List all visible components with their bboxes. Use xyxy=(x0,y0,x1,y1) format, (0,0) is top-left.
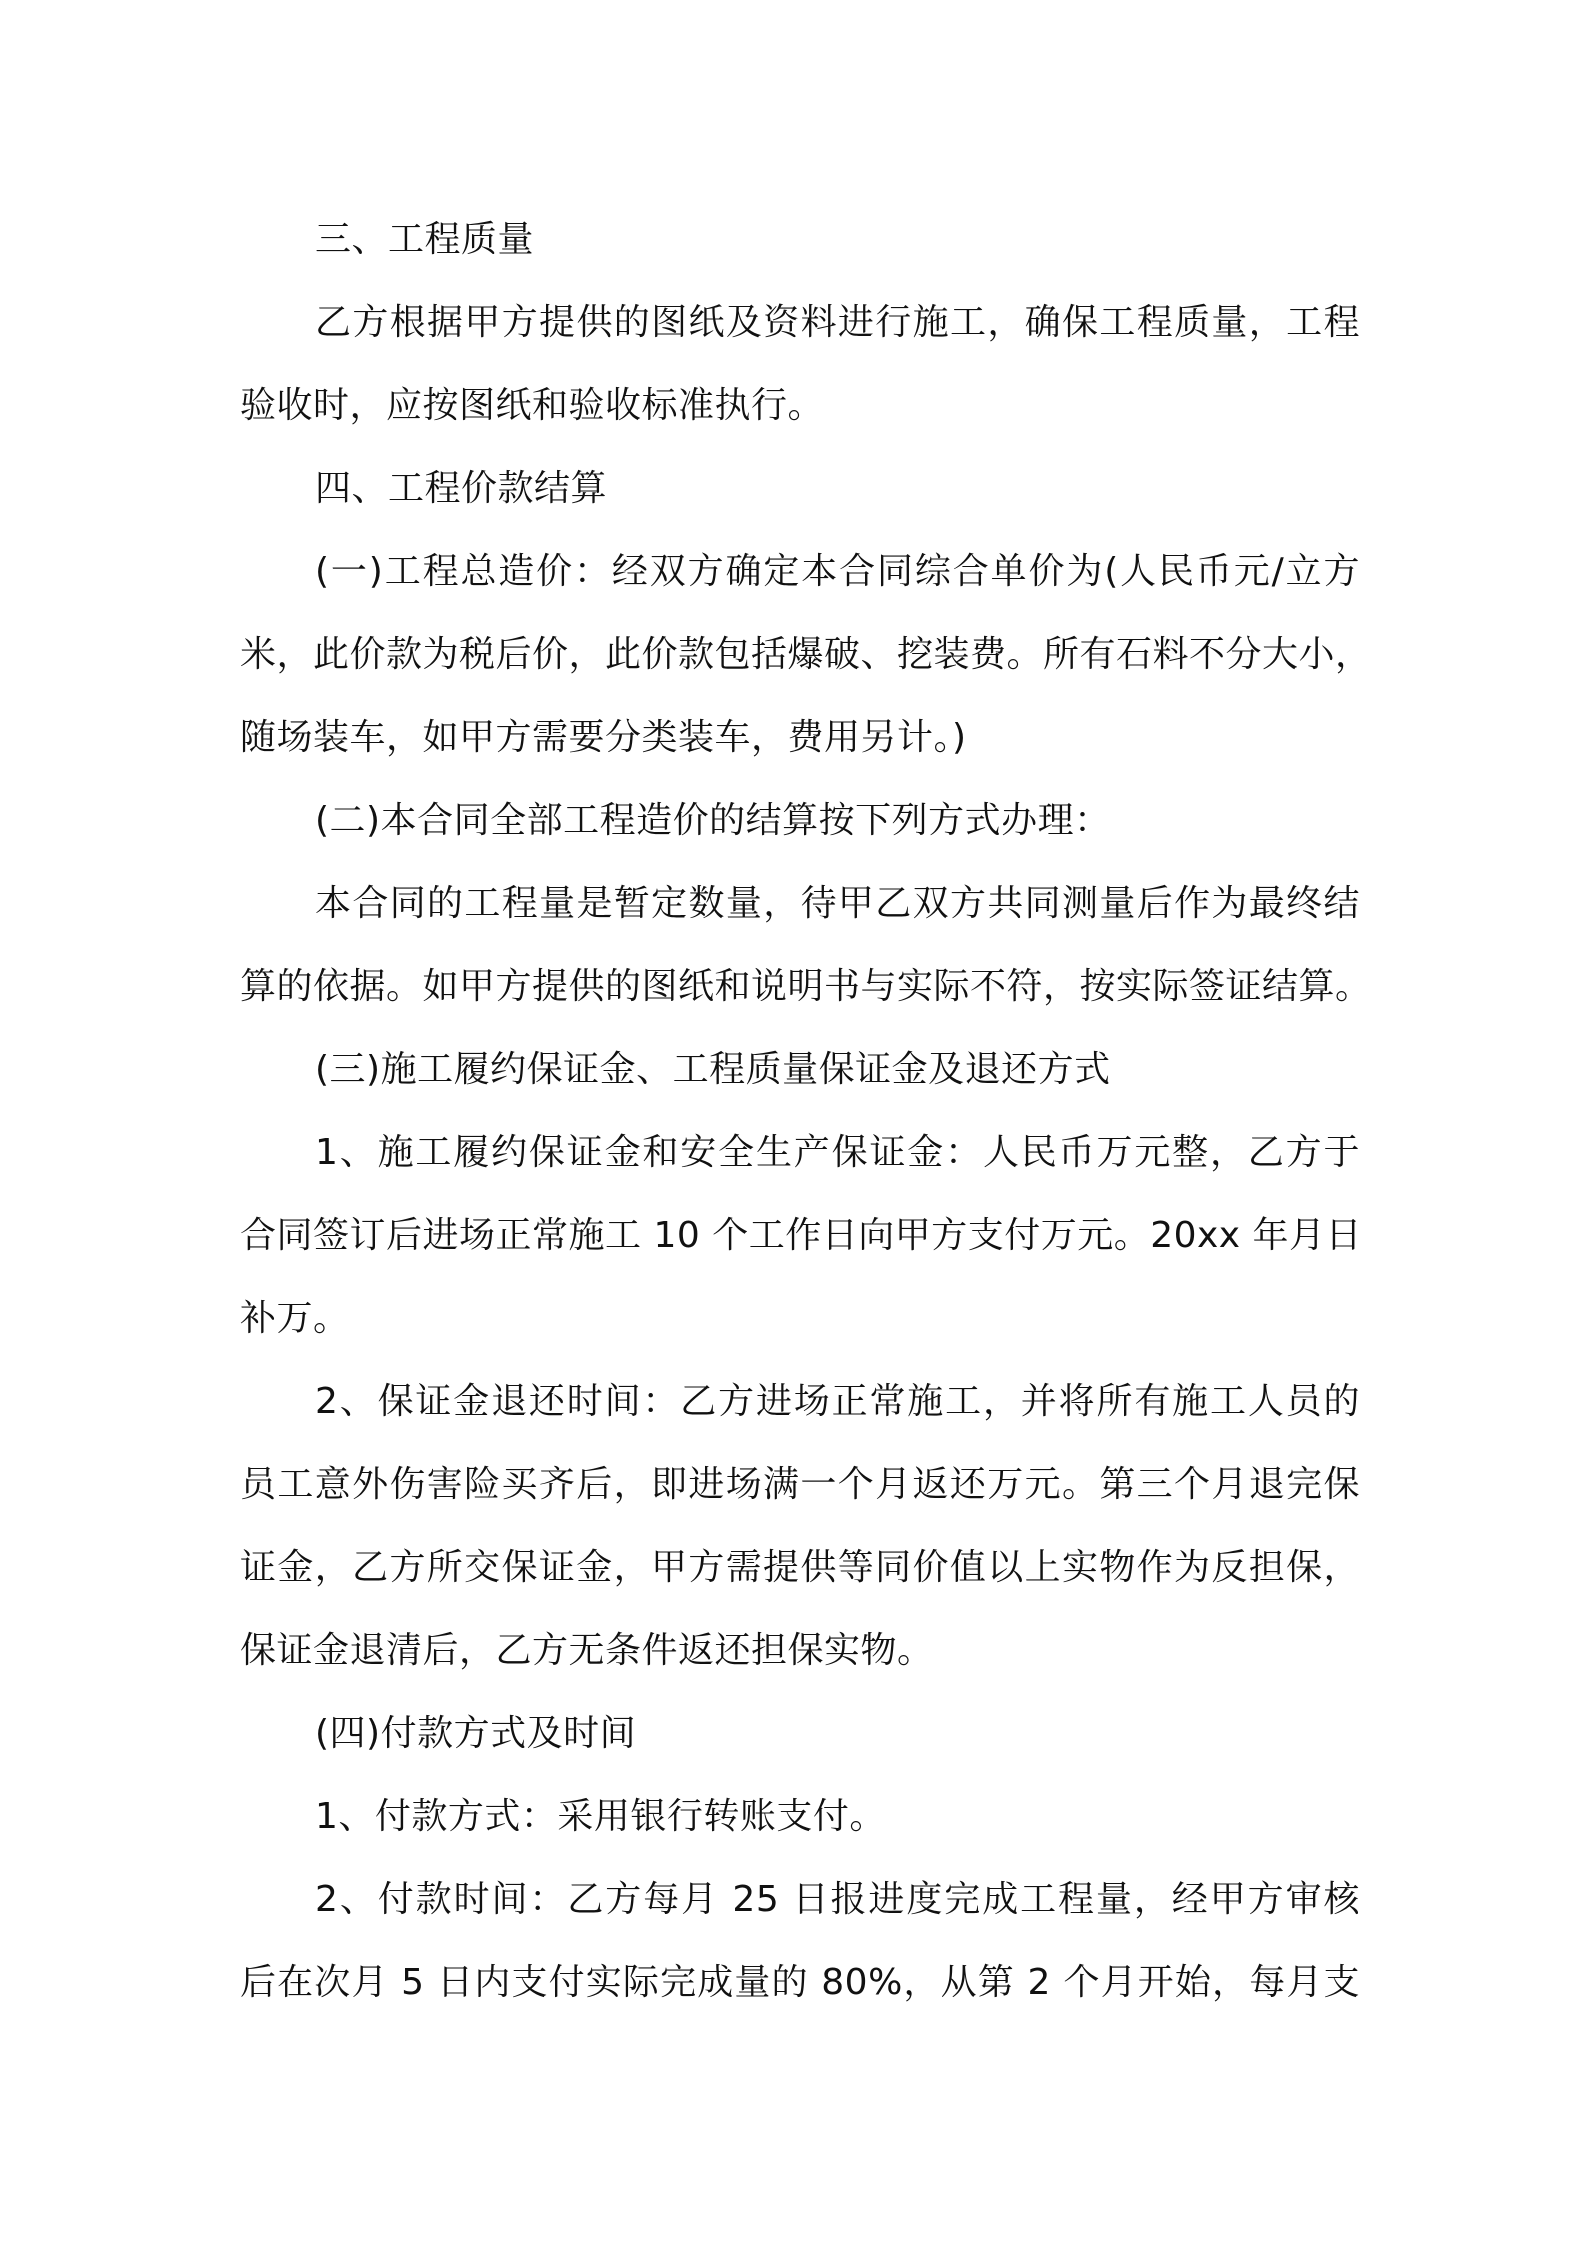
paragraph-line: 保证金退清后，乙方无条件返还担保实物。 xyxy=(240,1630,934,1671)
paragraph-line: 证金，乙方所交保证金，甲方需提供等同价值以上实物作为反担保， xyxy=(240,1547,1360,1588)
paragraph-line: 验收时，应按图纸和验收标准执行。 xyxy=(240,385,825,426)
subsection-heading: (三)施工履约保证金、工程质量保证金及退还方式 xyxy=(315,1049,1111,1090)
paragraph-line: 补万。 xyxy=(240,1298,350,1339)
paragraph-line: 员工意外伤害险买齐后，即进场满一个月返还万元。第三个月退完保 xyxy=(240,1464,1360,1505)
section-heading-payment-settlement: 四、工程价款结算 xyxy=(315,468,608,509)
paragraph-line: 随场装车，如甲方需要分类装车，费用另计。) xyxy=(240,717,967,758)
contract-text-body xyxy=(240,198,1372,2024)
paragraph-line: 乙方根据甲方提供的图纸及资料进行施工，确保工程质量，工程 xyxy=(315,302,1360,343)
paragraph-line: 1、付款方式：采用银行转账支付。 xyxy=(315,1796,886,1837)
paragraph-line: 本合同的工程量是暂定数量，待甲乙双方共同测量后作为最终结 xyxy=(315,883,1360,924)
subsection-heading: (二)本合同全部工程造价的结算按下列方式办理： xyxy=(315,800,1111,841)
paragraph-line: 2、保证金退还时间：乙方进场正常施工，并将所有施工人员的 xyxy=(315,1381,1360,1422)
paragraph-line: 算的依据。如甲方提供的图纸和说明书与实际不符，按实际签证结算。 xyxy=(240,966,1372,1007)
paragraph-line: 后在次月 5 日内支付实际完成量的 80%，从第 2 个月开始，每月支 xyxy=(240,1962,1360,2003)
paragraph-line: (一)工程总造价：经双方确定本合同综合单价为(人民币元/立方 xyxy=(315,551,1360,592)
paragraph-line: 合同签订后进场正常施工 10 个工作日向甲方支付万元。20xx 年月日 xyxy=(240,1215,1363,1256)
section-heading-quality: 三、工程质量 xyxy=(315,219,535,260)
paragraph-line: 米，此价款为税后价，此价款包括爆破、挖装费。所有石料不分大小， xyxy=(240,634,1372,675)
paragraph-line: 1、施工履约保证金和安全生产保证金：人民币万元整，乙方于 xyxy=(315,1132,1360,1173)
paragraph-line: 2、付款时间：乙方每月 25 日报进度完成工程量，经甲方审核 xyxy=(315,1879,1360,1920)
subsection-heading: (四)付款方式及时间 xyxy=(315,1713,637,1754)
